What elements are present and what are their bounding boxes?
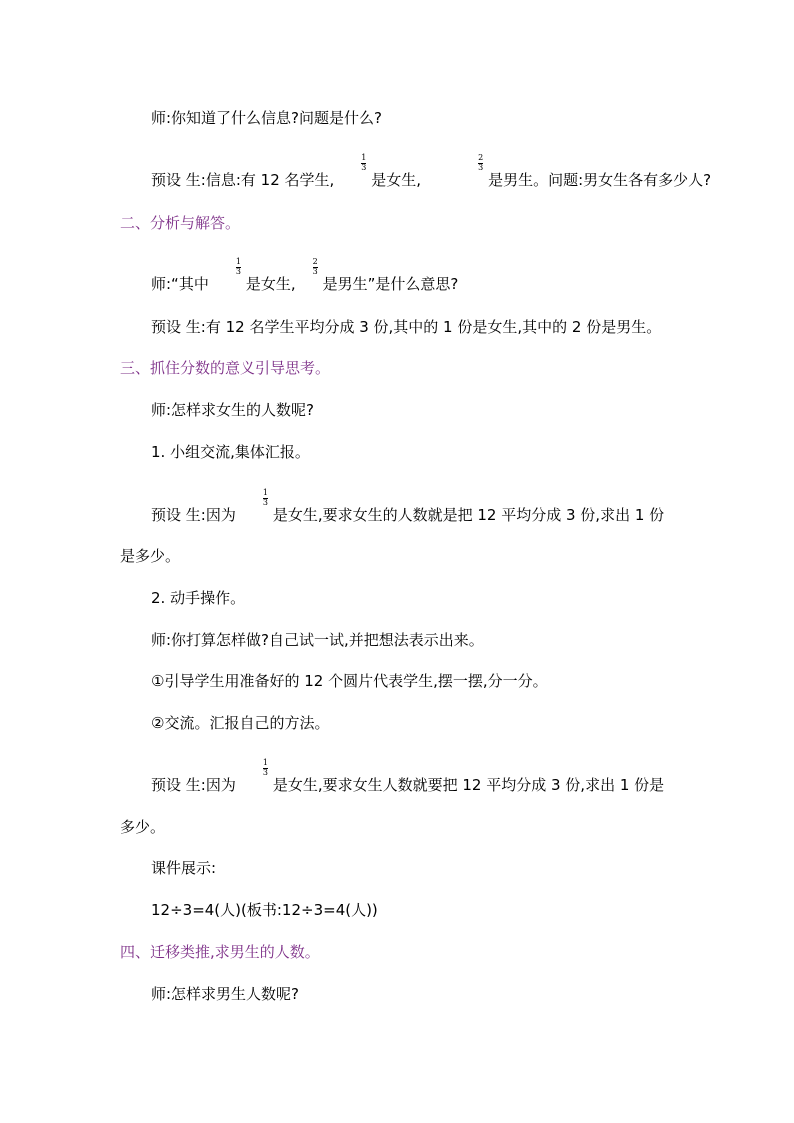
guide-step-1: ①引导学生用准备好的 12 个圆片代表学生,摆一摆,分一分。 [151, 672, 548, 690]
courseware-label: 课件展示: [151, 859, 217, 877]
text-segment: 预设 生:因为 [151, 506, 236, 524]
fraction-denominator: 3 [262, 768, 268, 777]
section-heading-2: 二、分析与解答。 [120, 214, 241, 232]
fraction-one-third [258, 758, 272, 795]
text-segment: 是女生,要求女生的人数就是把 12 平均分成 3 份,求出 1 份 [272, 506, 665, 524]
fraction-denominator: 3 [235, 267, 241, 276]
fraction-numerator: 1 [361, 153, 367, 162]
teacher-question-boys: 师:怎样求男生人数呢? [151, 985, 300, 1003]
text-segment: 是女生, [371, 171, 422, 189]
step-2: 2. 动手操作。 [151, 589, 246, 607]
preset-answer-info [151, 153, 712, 190]
preset-answer-meaning: 预设 生:有 12 名学生平均分成 3 份,其中的 1 份是女生,其中的 2 份是男生。 [151, 318, 662, 336]
teacher-question-info: 师:你知道了什么信息?问题是什么? [151, 109, 382, 127]
fraction-numerator: 1 [262, 488, 268, 497]
text-segment: 师:“其中 [151, 275, 209, 293]
fraction-one-third [356, 153, 370, 190]
section-heading-3: 三、抓住分数的意义引导思考。 [120, 359, 331, 377]
teacher-question-girls: 师:怎样求女生的人数呢? [151, 401, 315, 419]
fraction-denominator: 3 [312, 267, 318, 276]
fraction-numerator: 2 [312, 257, 318, 266]
fraction-denominator: 3 [478, 163, 484, 172]
text-segment: 是男生。问题:男女生各有多少人? [488, 171, 712, 189]
text-segment: 预设 生:因为 [151, 776, 236, 794]
preset-answer-girls-2 [151, 758, 665, 795]
teacher-question-meaning [151, 257, 459, 294]
fraction-one-third [258, 488, 272, 525]
text-segment: 是男生”是什么意思? [322, 275, 459, 293]
preset-answer-girls [151, 488, 665, 525]
fraction-denominator: 3 [262, 498, 268, 507]
fraction-numerator: 2 [478, 153, 484, 162]
fraction-numerator: 1 [262, 758, 268, 767]
section-heading-4: 四、迁移类推,求男生的人数。 [120, 943, 320, 961]
fraction-two-thirds [473, 153, 487, 190]
equation-girls: 12÷3=4(人)(板书:12÷3=4(人)) [151, 901, 378, 919]
text-segment: 是女生, [245, 275, 296, 293]
step-1: 1. 小组交流,集体汇报。 [151, 443, 310, 461]
fraction-one-third [231, 257, 245, 294]
guide-step-2: ②交流。汇报自己的方法。 [151, 714, 330, 732]
fraction-denominator: 3 [361, 163, 367, 172]
fraction-numerator: 1 [235, 257, 241, 266]
text-segment: 是女生,要求女生人数就要把 12 平均分成 3 份,求出 1 份是 [272, 776, 665, 794]
text-segment: 预设 生:信息:有 12 名学生, [151, 171, 335, 189]
preset-answer-girls-2-cont: 多少。 [120, 818, 166, 836]
teacher-question-method: 师:你打算怎样做?自己试一试,并把想法表示出来。 [151, 631, 484, 649]
fraction-two-thirds [308, 257, 322, 294]
preset-answer-girls-cont: 是多少。 [120, 547, 181, 565]
